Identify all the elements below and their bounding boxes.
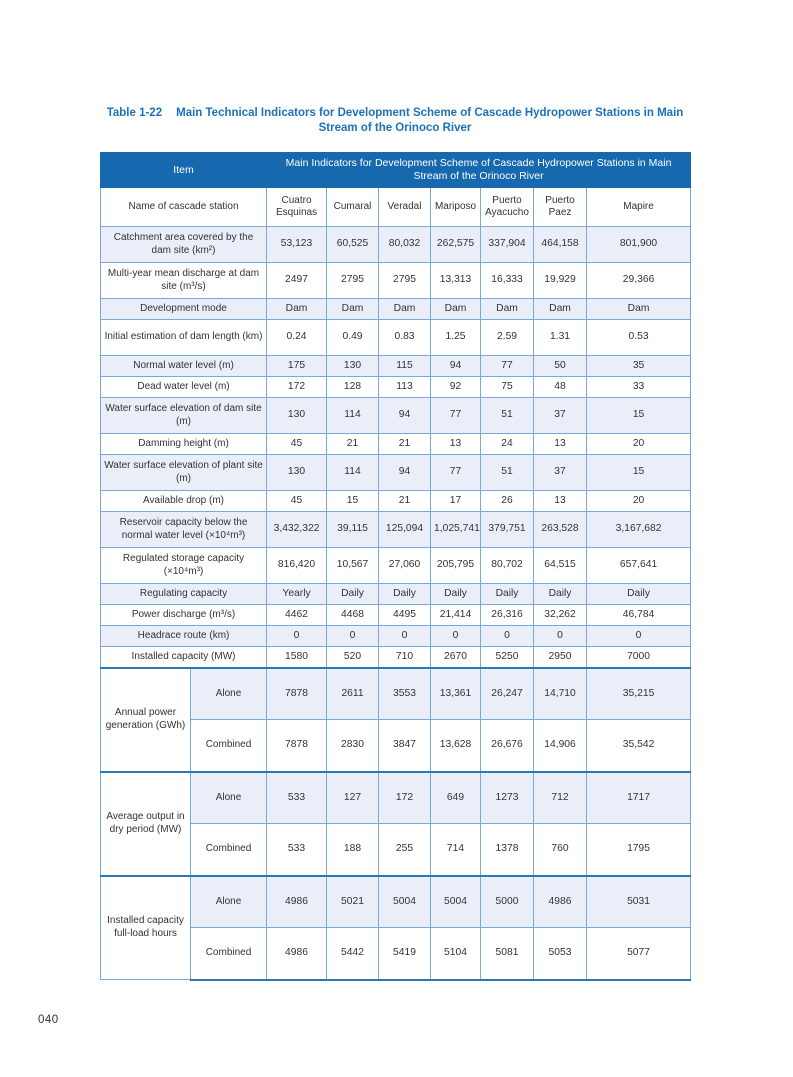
value-cell: 816,420 <box>267 548 327 584</box>
row-label-cell: Initial estimation of dam length (km) <box>101 320 267 356</box>
value-cell: Dam <box>327 299 379 320</box>
value-cell: 77 <box>431 398 481 434</box>
value-cell: 94 <box>379 398 431 434</box>
value-cell: 0 <box>587 626 691 647</box>
value-cell: 3553 <box>379 668 431 720</box>
row-label-cell: Multi-year mean discharge at dam site (m³/s) <box>101 263 267 299</box>
indicators-table <box>100 152 691 981</box>
station-name-cell: Puerto Paez <box>534 188 587 227</box>
value-cell: 13 <box>431 434 481 455</box>
group-label-cell: Average output in dry period (MW) <box>101 772 191 876</box>
value-cell: 77 <box>431 455 481 491</box>
row-label-cell: Dead water level (m) <box>101 377 267 398</box>
value-cell: 255 <box>379 824 431 876</box>
value-cell: 4986 <box>267 928 327 980</box>
row-label-cell: Catchment area covered by the dam site (km²) <box>101 227 267 263</box>
value-cell: Daily <box>327 584 379 605</box>
value-cell: 21 <box>379 491 431 512</box>
value-cell: 1273 <box>481 772 534 824</box>
value-cell: 15 <box>587 398 691 434</box>
table-row <box>101 320 691 356</box>
value-cell: 533 <box>267 824 327 876</box>
station-name-cell: Mariposo <box>431 188 481 227</box>
value-cell: 5031 <box>587 876 691 928</box>
value-cell: Dam <box>534 299 587 320</box>
value-cell: 53,123 <box>267 227 327 263</box>
page-number: 040 <box>38 1014 59 1026</box>
table-row <box>101 377 691 398</box>
value-cell: Daily <box>587 584 691 605</box>
value-cell: 5081 <box>481 928 534 980</box>
row-label-cell: Installed capacity (MW) <box>101 647 267 668</box>
value-cell: 21 <box>327 434 379 455</box>
value-cell: 35,542 <box>587 720 691 772</box>
value-cell: Daily <box>379 584 431 605</box>
value-cell: 172 <box>379 772 431 824</box>
value-cell: 0 <box>327 626 379 647</box>
value-cell: 520 <box>327 647 379 668</box>
value-cell: 0 <box>534 626 587 647</box>
row-label-cell: Normal water level (m) <box>101 356 267 377</box>
sub-label-cell: Combined <box>191 928 267 980</box>
row-label-cell: Regulating capacity <box>101 584 267 605</box>
table-row <box>101 299 691 320</box>
value-cell: 114 <box>327 398 379 434</box>
value-cell: 17 <box>431 491 481 512</box>
value-cell: 0 <box>267 626 327 647</box>
value-cell: 13 <box>534 491 587 512</box>
value-cell: 7878 <box>267 668 327 720</box>
row-label-cell: Name of cascade station <box>101 188 267 227</box>
value-cell: 2950 <box>534 647 587 668</box>
table-title-text: Main Technical Indicators for Development Scheme of Cascade Hydropower Stations in Main Stream of the Orinoco River <box>176 107 684 134</box>
value-cell: 130 <box>267 455 327 491</box>
value-cell: 5004 <box>379 876 431 928</box>
value-cell: 16,333 <box>481 263 534 299</box>
value-cell: 464,158 <box>534 227 587 263</box>
value-cell: 51 <box>481 398 534 434</box>
value-cell: 712 <box>534 772 587 824</box>
value-cell: 114 <box>327 455 379 491</box>
value-cell: 1378 <box>481 824 534 876</box>
sub-label-cell: Alone <box>191 772 267 824</box>
table-row <box>101 491 691 512</box>
value-cell: Daily <box>431 584 481 605</box>
value-cell: 94 <box>431 356 481 377</box>
value-cell: 27,060 <box>379 548 431 584</box>
table-row <box>101 263 691 299</box>
row-label-cell: Headrace route (km) <box>101 626 267 647</box>
value-cell: Dam <box>587 299 691 320</box>
table-row <box>101 356 691 377</box>
value-cell: 26,247 <box>481 668 534 720</box>
value-cell: Dam <box>431 299 481 320</box>
value-cell: 1580 <box>267 647 327 668</box>
row-label-cell: Water surface elevation of dam site (m) <box>101 398 267 434</box>
value-cell: Daily <box>534 584 587 605</box>
value-cell: 657,641 <box>587 548 691 584</box>
table-header-row <box>101 153 691 188</box>
value-cell: 5250 <box>481 647 534 668</box>
station-name-cell: Cuatro Esquinas <box>267 188 327 227</box>
value-cell: 4462 <box>267 605 327 626</box>
value-cell: 714 <box>431 824 481 876</box>
value-cell: 1.25 <box>431 320 481 356</box>
value-cell: 94 <box>379 455 431 491</box>
value-cell: 20 <box>587 434 691 455</box>
value-cell: 710 <box>379 647 431 668</box>
table-row <box>101 434 691 455</box>
value-cell: 379,751 <box>481 512 534 548</box>
table-row <box>101 398 691 434</box>
value-cell: 0 <box>379 626 431 647</box>
value-cell: 21 <box>379 434 431 455</box>
value-cell: 0.53 <box>587 320 691 356</box>
value-cell: 5419 <box>379 928 431 980</box>
value-cell: 5442 <box>327 928 379 980</box>
value-cell: 35,215 <box>587 668 691 720</box>
value-cell: 188 <box>327 824 379 876</box>
value-cell: 0 <box>481 626 534 647</box>
value-cell: 33 <box>587 377 691 398</box>
value-cell: 533 <box>267 772 327 824</box>
value-cell: 35 <box>587 356 691 377</box>
value-cell: 649 <box>431 772 481 824</box>
value-cell: 262,575 <box>431 227 481 263</box>
table-row <box>101 647 691 668</box>
table-row <box>101 227 691 263</box>
value-cell: Dam <box>379 299 431 320</box>
value-cell: 26 <box>481 491 534 512</box>
value-cell: 13,361 <box>431 668 481 720</box>
value-cell: 1717 <box>587 772 691 824</box>
table-row <box>101 548 691 584</box>
table-row <box>101 605 691 626</box>
value-cell: 0.83 <box>379 320 431 356</box>
row-label-cell: Power discharge (m³/s) <box>101 605 267 626</box>
sub-label-cell: Combined <box>191 824 267 876</box>
value-cell: 5053 <box>534 928 587 980</box>
value-cell: 801,900 <box>587 227 691 263</box>
value-cell: 80,032 <box>379 227 431 263</box>
value-cell: 64,515 <box>534 548 587 584</box>
value-cell: 60,525 <box>327 227 379 263</box>
station-name-row <box>101 188 691 227</box>
value-cell: 2795 <box>327 263 379 299</box>
value-cell: 37 <box>534 398 587 434</box>
value-cell: 4495 <box>379 605 431 626</box>
value-cell: 13 <box>534 434 587 455</box>
value-cell: 5021 <box>327 876 379 928</box>
value-cell: 4986 <box>534 876 587 928</box>
value-cell: 15 <box>587 455 691 491</box>
sub-label-cell: Alone <box>191 876 267 928</box>
value-cell: 26,676 <box>481 720 534 772</box>
value-cell: 3847 <box>379 720 431 772</box>
value-cell: 21,414 <box>431 605 481 626</box>
item-header-cell: Item <box>101 153 267 188</box>
value-cell: 77 <box>481 356 534 377</box>
value-cell: 13,313 <box>431 263 481 299</box>
value-cell: 3,167,682 <box>587 512 691 548</box>
value-cell: 45 <box>267 491 327 512</box>
value-cell: 51 <box>481 455 534 491</box>
value-cell: 24 <box>481 434 534 455</box>
row-label-cell: Available drop (m) <box>101 491 267 512</box>
value-cell: 760 <box>534 824 587 876</box>
station-name-cell: Veradal <box>379 188 431 227</box>
value-cell: 75 <box>481 377 534 398</box>
value-cell: 32,262 <box>534 605 587 626</box>
value-cell: 48 <box>534 377 587 398</box>
value-cell: 2497 <box>267 263 327 299</box>
value-cell: 5104 <box>431 928 481 980</box>
value-cell: 205,795 <box>431 548 481 584</box>
value-cell: 7878 <box>267 720 327 772</box>
value-cell: 26,316 <box>481 605 534 626</box>
table-row <box>101 455 691 491</box>
value-cell: 130 <box>327 356 379 377</box>
value-cell: 130 <box>267 398 327 434</box>
group-label-cell: Installed capacity full-load hours <box>101 876 191 980</box>
value-cell: 0 <box>431 626 481 647</box>
value-cell: 92 <box>431 377 481 398</box>
value-cell: 113 <box>379 377 431 398</box>
value-cell: 127 <box>327 772 379 824</box>
value-cell: 14,906 <box>534 720 587 772</box>
value-cell: 175 <box>267 356 327 377</box>
station-name-cell: Puerto Ayacucho <box>481 188 534 227</box>
station-name-cell: Mapire <box>587 188 691 227</box>
table-row <box>101 626 691 647</box>
value-cell: 0.49 <box>327 320 379 356</box>
value-cell: 5077 <box>587 928 691 980</box>
value-cell: 2.59 <box>481 320 534 356</box>
value-cell: 45 <box>267 434 327 455</box>
value-cell: 115 <box>379 356 431 377</box>
value-cell: 29,366 <box>587 263 691 299</box>
value-cell: 80,702 <box>481 548 534 584</box>
value-cell: 1795 <box>587 824 691 876</box>
value-cell: 10,567 <box>327 548 379 584</box>
value-cell: 263,528 <box>534 512 587 548</box>
value-cell: 337,904 <box>481 227 534 263</box>
value-cell: Dam <box>267 299 327 320</box>
value-cell: 172 <box>267 377 327 398</box>
value-cell: 20 <box>587 491 691 512</box>
value-cell: 19,929 <box>534 263 587 299</box>
value-cell: 2795 <box>379 263 431 299</box>
value-cell: 37 <box>534 455 587 491</box>
value-cell: Yearly <box>267 584 327 605</box>
value-cell: 4468 <box>327 605 379 626</box>
value-cell: 125,094 <box>379 512 431 548</box>
value-cell: 2830 <box>327 720 379 772</box>
table-number-label: Table 1-22 <box>106 107 163 119</box>
main-header-cell: Main Indicators for Development Scheme of Cascade Hydropower Stations in Main Stream of the Orinoco River <box>267 153 691 188</box>
sub-label-cell: Alone <box>191 668 267 720</box>
value-cell: 5004 <box>431 876 481 928</box>
group-label-cell: Annual power generation (GWh) <box>101 668 191 772</box>
value-cell: 46,784 <box>587 605 691 626</box>
table-caption <box>100 106 690 136</box>
table-row <box>101 584 691 605</box>
value-cell: Daily <box>481 584 534 605</box>
sub-label-cell: Combined <box>191 720 267 772</box>
value-cell: 7000 <box>587 647 691 668</box>
row-label-cell: Development mode <box>101 299 267 320</box>
row-label-cell: Damming height (m) <box>101 434 267 455</box>
table-row <box>101 668 691 720</box>
row-label-cell: Water surface elevation of plant site (m) <box>101 455 267 491</box>
row-label-cell: Regulated storage capacity (×10⁴m³) <box>101 548 267 584</box>
value-cell: 2670 <box>431 647 481 668</box>
table-row <box>101 876 691 928</box>
row-label-cell: Reservoir capacity below the normal water level (×10⁴m³) <box>101 512 267 548</box>
table-row <box>101 772 691 824</box>
value-cell: 5000 <box>481 876 534 928</box>
value-cell: 128 <box>327 377 379 398</box>
value-cell: 50 <box>534 356 587 377</box>
value-cell: 39,115 <box>327 512 379 548</box>
value-cell: 3,432,322 <box>267 512 327 548</box>
value-cell: 14,710 <box>534 668 587 720</box>
value-cell: 4986 <box>267 876 327 928</box>
table-row <box>101 512 691 548</box>
value-cell: 13,628 <box>431 720 481 772</box>
value-cell: 15 <box>327 491 379 512</box>
station-name-cell: Cumaral <box>327 188 379 227</box>
value-cell: Dam <box>481 299 534 320</box>
value-cell: 2611 <box>327 668 379 720</box>
value-cell: 1,025,741 <box>431 512 481 548</box>
value-cell: 1.31 <box>534 320 587 356</box>
value-cell: 0.24 <box>267 320 327 356</box>
